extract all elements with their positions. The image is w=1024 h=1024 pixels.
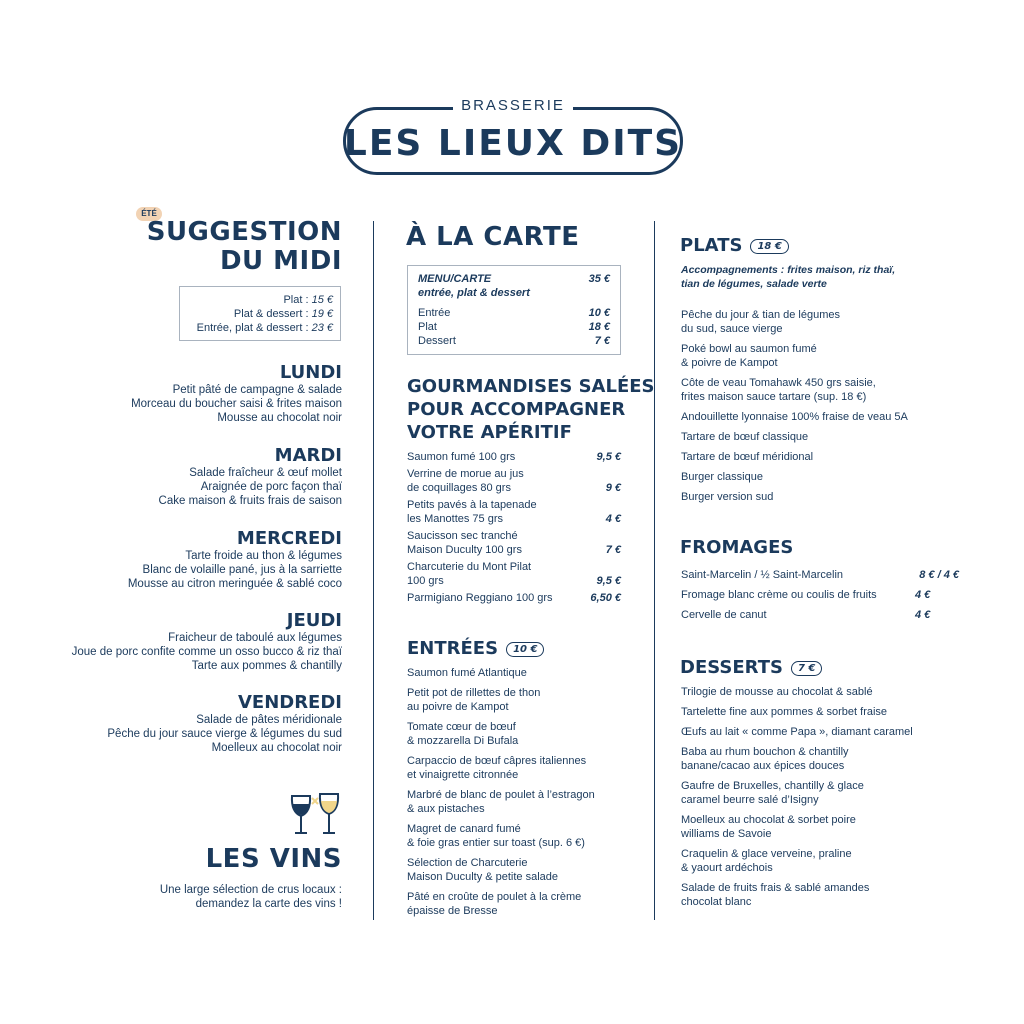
list-item: Trilogie de mousse au chocolat & sablé [681,686,873,698]
day-vendredi [107,692,342,755]
list-item: Moelleux au chocolat & sorbet poire williams de Savoie [681,814,856,840]
list-item: Saumon fumé 100 grs 9,5 € [407,451,621,463]
midi-price-row: Entrée, plat & dessert : 23 € [196,322,333,334]
day-line: Pêche du jour sauce vierge & légumes du sud [107,728,342,740]
list-item: Verrine de morue au jus de coquillages 80 grs 9 € [407,468,621,494]
list-item: Œufs au lait « comme Papa », diamant caramel [681,726,913,738]
plats-list [681,308,1011,510]
day-line: Salade fraîcheur & œuf mollet [189,467,342,479]
list-item: Gaufre de Bruxelles, chantilly & glace caramel beurre salé d’Isigny [681,780,864,806]
plats-price: 18 € [750,239,788,254]
list-item: Charcuterie du Mont Pilat 100 grs 9,5 € [407,561,621,587]
list-item: Parmigiano Reggiano 100 grs 6,50 € [407,592,621,604]
list-item: Pâté en croûte de poulet à la crème épaisse de Bresse [407,891,582,917]
fromages-list [681,568,959,628]
day-mercredi [128,528,342,591]
suggestion-title-line1: SUGGESTION [146,217,342,247]
plats-accompagnements: Accompagnements : frites maison, riz thaï, tian de légumes, salade verte [681,264,896,290]
day-line: Blanc de volaille pané, jus à la sarriette [142,564,342,576]
logo-brasserie: BRASSERIE [453,97,573,114]
list-item: Pêche du jour & tian de légumes du sud, sauce vierge [681,309,840,335]
list-item: Craquelin & glace verveine, praline & yaourt ardéchois [681,848,852,874]
day-line: Tarte froide au thon & légumes [185,550,342,562]
list-item: Magret de canard fumé & foie gras entier sur toast (sup. 6 €) [407,823,585,849]
day-lundi [131,362,342,425]
list-item: Petits pavés à la tapenade les Manottes 75 grs 4 € [407,499,621,525]
list-item: Salade de fruits frais & sablé amandes chocolat blanc [681,882,870,908]
carte-row: Entrée 10 € [418,307,610,319]
list-item: Tomate cœur de bœuf & mozzarella Di Bufala [407,721,519,747]
day-jeudi [72,610,342,673]
menu-carte-label: MENU/CARTE [418,273,492,285]
carte-price-box [407,265,621,355]
day-line: Cake maison & fruits frais de saison [158,495,342,507]
gourmandises-title: GOURMANDISES SALÉES POUR ACCOMPAGNER VOTRE APÉRITIF [407,376,655,443]
plats-header [680,235,789,256]
day-title: JEUDI [286,610,342,631]
list-item: Marbré de blanc de poulet à l’estragon & aux pistaches [407,789,595,815]
day-line: Tarte aux pommes & chantilly [191,660,342,672]
day-title: MARDI [274,445,342,466]
vins-line: Une large sélection de crus locaux : [159,884,342,896]
list-item: Côte de veau Tomahawk 450 grs saisie, frites maison sauce tartare (sup. 18 €) [681,377,876,403]
desserts-price: 7 € [791,661,822,676]
fromages-title: FROMAGES [680,537,794,558]
desserts-title: DESSERTS [680,657,783,678]
day-line: Moelleux au chocolat noir [211,742,342,754]
list-item: Andouillette lyonnaise 100% fraise de veau 5A [681,411,908,423]
wine-glasses-icon [288,792,342,838]
day-line: Petit pâté de campagne & salade [172,384,342,396]
plats-title: PLATS [680,235,743,256]
list-item: Burger version sud [681,491,774,503]
list-item: Poké bowl au saumon fumé & poivre de Kampot [681,343,817,369]
list-item: Sélection de Charcuterie Maison Duculty & petite salade [407,857,559,883]
list-item: Tartare de bœuf méridional [681,451,814,463]
day-title: LUNDI [279,362,342,383]
midi-price-row: Plat : 15 € [283,294,333,306]
entrees-title: ENTRÉES [407,638,499,659]
list-item: Fromage blanc crème ou coulis de fruits 4 € [681,589,931,601]
day-line: Araignée de porc façon thaï [200,481,342,493]
list-item: Baba au rhum bouchon & chantilly banane/cacao aux épices douces [681,746,849,772]
menu-carte-sub: entrée, plat & dessert [418,287,530,299]
column-divider [654,221,655,920]
day-title: VENDREDI [237,692,342,713]
brasserie-logo [343,96,683,176]
list-item: Saint-Marcelin / ½ Saint-Marcelin 8 € / 4 € [681,569,959,581]
desserts-list [681,685,1011,915]
vins-line: demandez la carte des vins ! [195,898,342,910]
day-line: Joue de porc confite comme un osso bucco & riz thaï [71,646,342,658]
vins-description [160,883,342,911]
entrees-price: 10 € [506,642,544,657]
day-line: Salade de pâtes méridionale [196,714,342,726]
carte-title: À LA CARTE [406,222,580,252]
desserts-header [680,657,822,678]
suggestion-title-line2: DU MIDI [219,246,342,276]
list-item: Carpaccio de bœuf câpres italiennes et vinaigrette citronnée [407,755,587,781]
day-line: Mousse au citron meringuée & sablé coco [127,578,342,590]
gourmandises-list [407,450,621,608]
list-item: Tartare de bœuf classique [681,431,809,443]
menu-carte-price: 35 € [588,273,610,285]
list-item: Saumon fumé Atlantique [407,667,527,679]
vins-title: LES VINS [205,844,342,874]
column-divider [373,221,374,920]
list-item: Cervelle de canut 4 € [681,609,931,621]
day-title: MERCREDI [236,528,342,549]
carte-row: Dessert 7 € [418,335,610,347]
day-line: Morceau du boucher saisi & frites maison [131,398,342,410]
list-item: Burger classique [681,471,763,483]
carte-row: Plat 18 € [418,321,610,333]
list-item: Tartelette fine aux pommes & sorbet fraise [681,706,888,718]
day-line: Mousse au chocolat noir [217,412,342,424]
entrees-header [407,638,544,659]
day-line: Fraicheur de taboulé aux légumes [168,632,342,644]
menu-carte-row [418,272,610,286]
midi-price-row: Plat & dessert : 19 € [233,308,333,320]
list-item: Saucisson sec tranché Maison Duculty 100 grs 7 € [407,530,621,556]
midi-price-box [179,286,341,341]
logo-name: LES LIEUX DITS [343,123,683,164]
list-item: Petit pot de rillettes de thon au poivre de Kampot [407,687,541,713]
season-badge: ÉTÉ [136,207,162,221]
day-mardi [159,445,342,508]
suggestion-title [147,218,342,276]
entrees-list [407,666,637,924]
